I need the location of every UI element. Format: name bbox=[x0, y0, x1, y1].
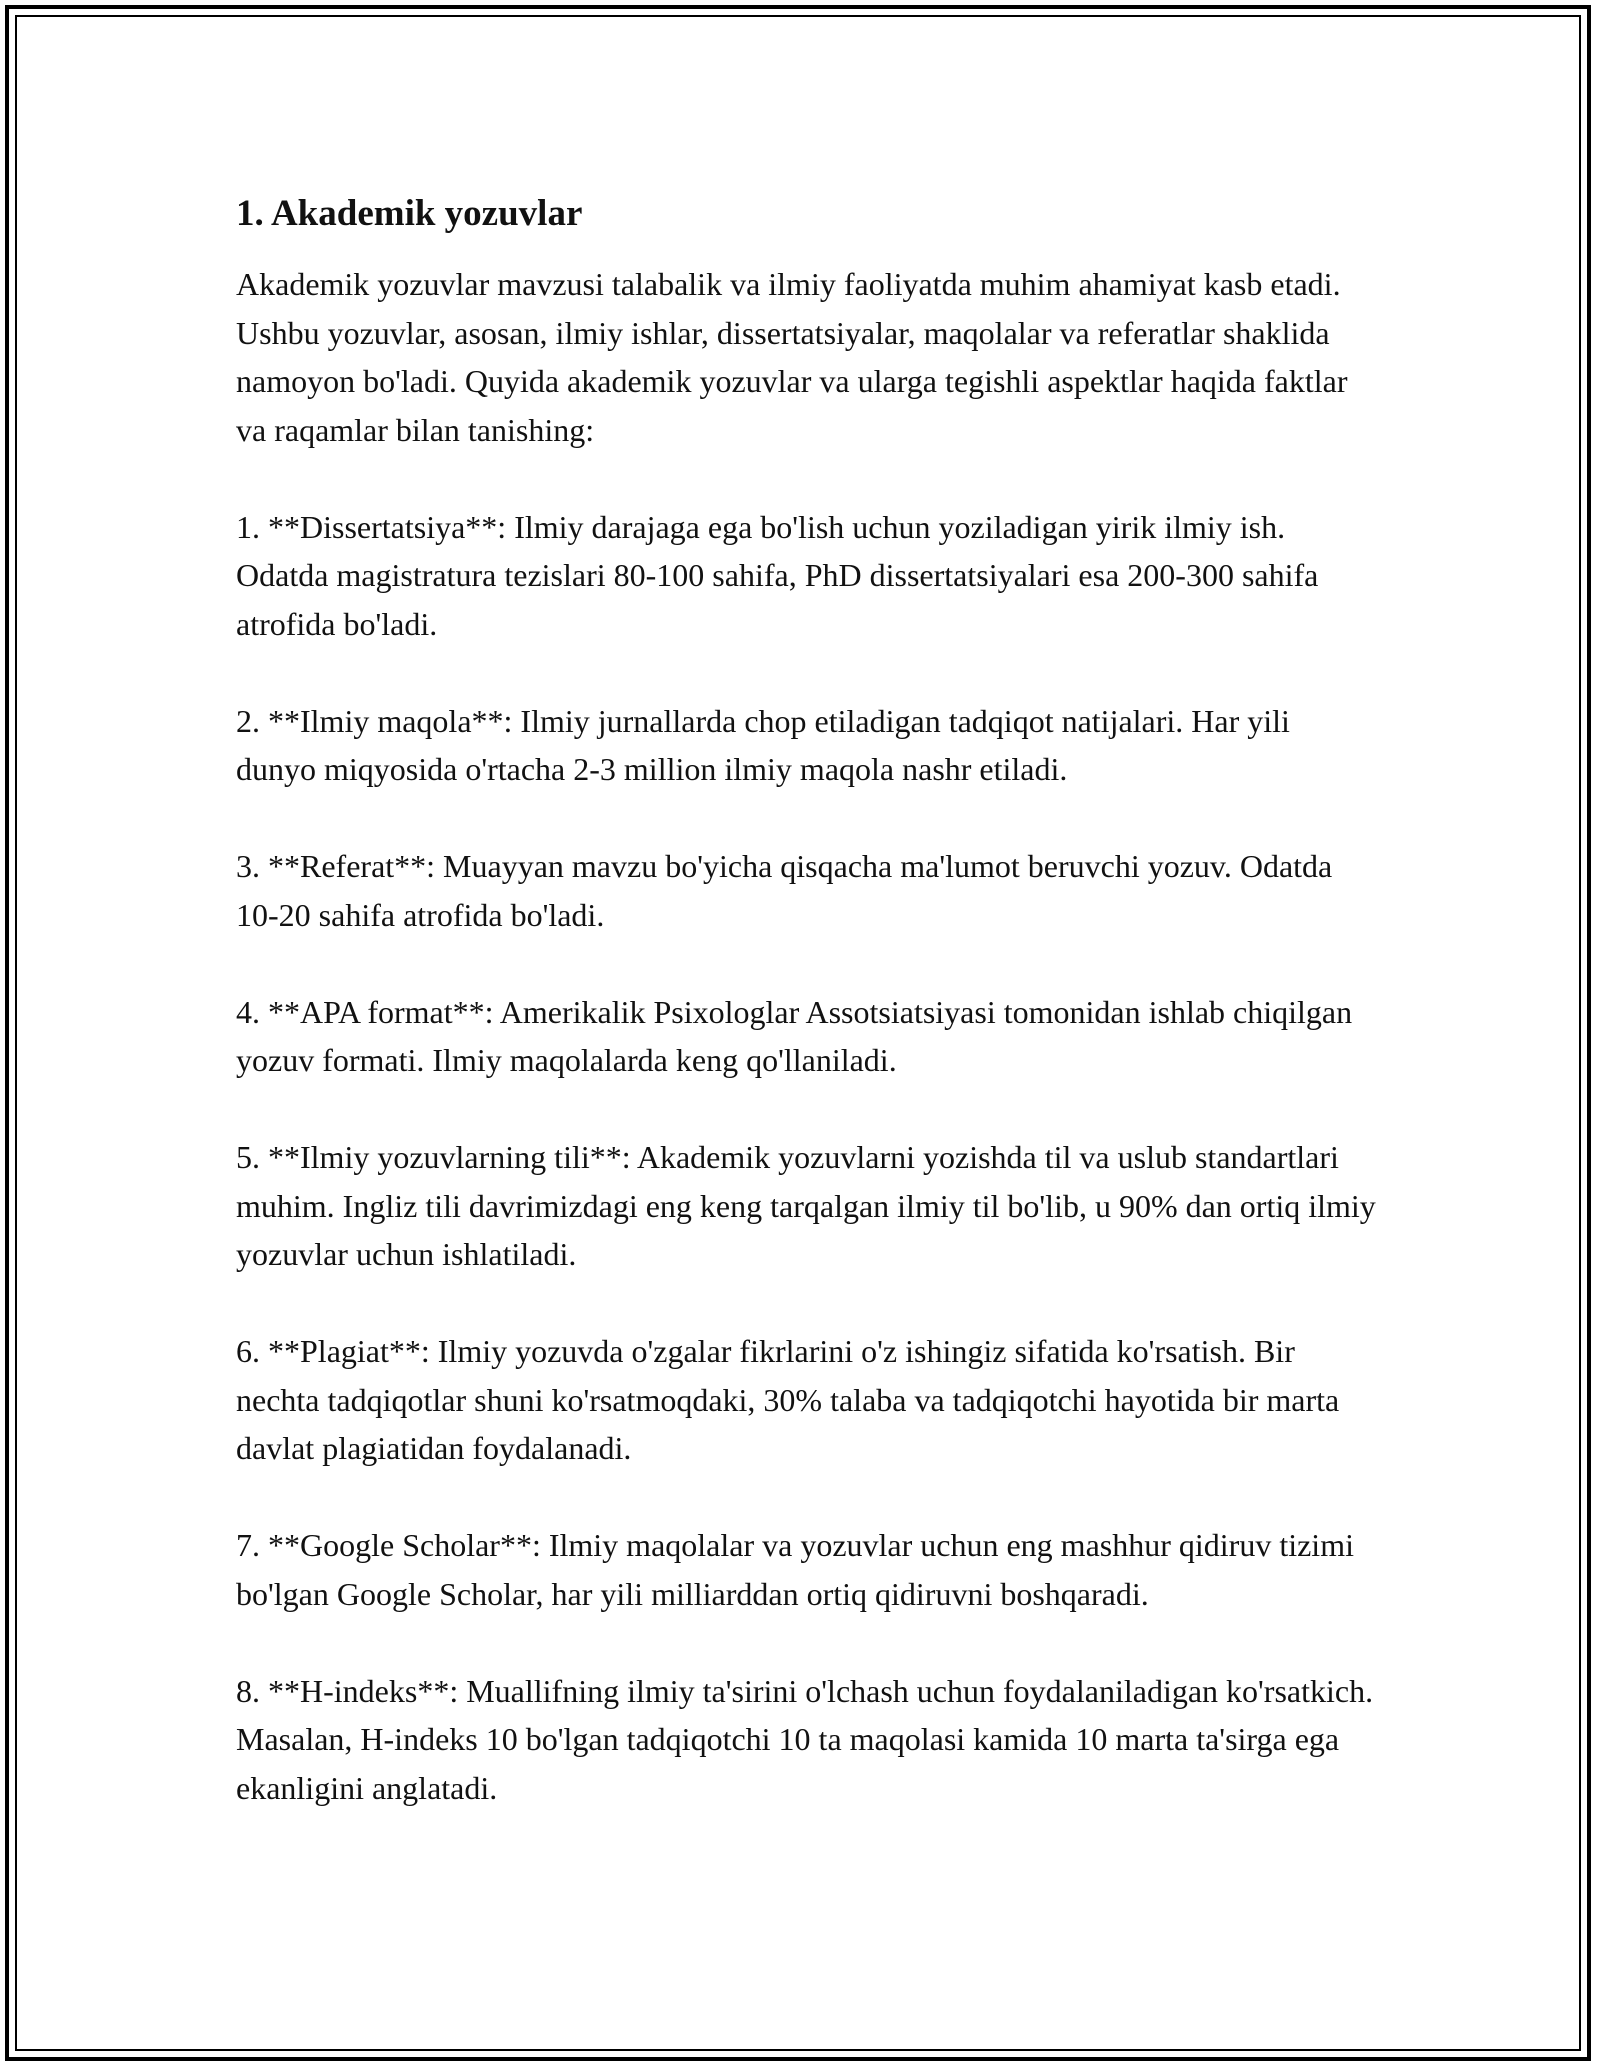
list-item-dissertatsiya: 1. **Dissertatsiya**: Ilmiy darajaga ega bo'lish uchun yoziladigan yirik ilmiy ish. Odatda magistratura tezislari 80-100 sahifa, PhD dissertatsiyalari esa 200-300 sahifa atrofida bo'ladi. bbox=[236, 508, 1319, 642]
list-item-google-scholar: 7. **Google Scholar**: Ilmiy maqolalar va yozuvlar uchun eng mashhur qidiruv tizimi bo'lgan Google Scholar, har yili milliarddan ortiq qidiruvni boshqaradi. bbox=[236, 1527, 1354, 1612]
document-body bbox=[236, 190, 1376, 1861]
list-item-apa-format: 4. **APA format**: Amerikalik Psixologlar Assotsiatsiyasi tomonidan ishlab chiqilgan yozuv formati. Ilmiy maqolalarda keng qo'llaniladi. bbox=[236, 993, 1353, 1078]
list-item-h-indeks: 8. **H-indeks**: Muallifning ilmiy ta'sirini o'lchash uchun foydalaniladigan ko'rsatkich. Masalan, H-indeks 10 bo'lgan tadqiqotchi 10 ta maqolasi kamida 10 marta ta'sirga ega ekanligini anglatadi. bbox=[236, 1672, 1374, 1806]
section-heading: 1. Akademik yozuvlar bbox=[236, 193, 583, 234]
list-item-ilmiy-til: 5. **Ilmiy yozuvlarning tili**: Akademik yozuvlarni yozishda til va uslub standartlari muhim. Ingliz tili davrimizdagi eng keng tarqalgan ilmiy til bo'lib, u 90% dan ortiq ilmiy yozuvlar uchun ishlatiladi. bbox=[236, 1139, 1376, 1272]
list-item-ilmiy-maqola: 2. **Ilmiy maqola**: Ilmiy jurnallarda chop etiladigan tadqiqot natijalari. Har yili dunyo miqyosida o'rtacha 2-3 million ilmiy maqola nashr etiladi. bbox=[236, 702, 1290, 787]
list-item-referat: 3. **Referat**: Muayyan mavzu bo'yicha qisqacha ma'lumot beruvchi yozuv. Odatda 10-20 sahifa atrofida bo'ladi. bbox=[236, 848, 1333, 933]
list-item-plagiat: 6. **Plagiat**: Ilmiy yozuvda o'zgalar fikrlarini o'z ishingiz sifatida ko'rsatish. Bir nechta tadqiqotlar shuni ko'rsatmoqdaki, 30% talaba va tadqiqotchi hayotida bir marta davlat plagiatidan foydalanadi. bbox=[236, 1333, 1340, 1466]
intro-paragraph: Akademik yozuvlar mavzusi talabalik va ilmiy faoliyatda muhim ahamiyat kasb etadi. Ushbu yozuvlar, asosan, ilmiy ishlar, dissertatsiyalar, maqolalar va referatlar shaklida namoyon bo'ladi. Quyida akademik yozuvlar va ularga tegishli aspektlar haqida faktlar va raqamlar bilan tanishing: bbox=[236, 266, 1348, 448]
